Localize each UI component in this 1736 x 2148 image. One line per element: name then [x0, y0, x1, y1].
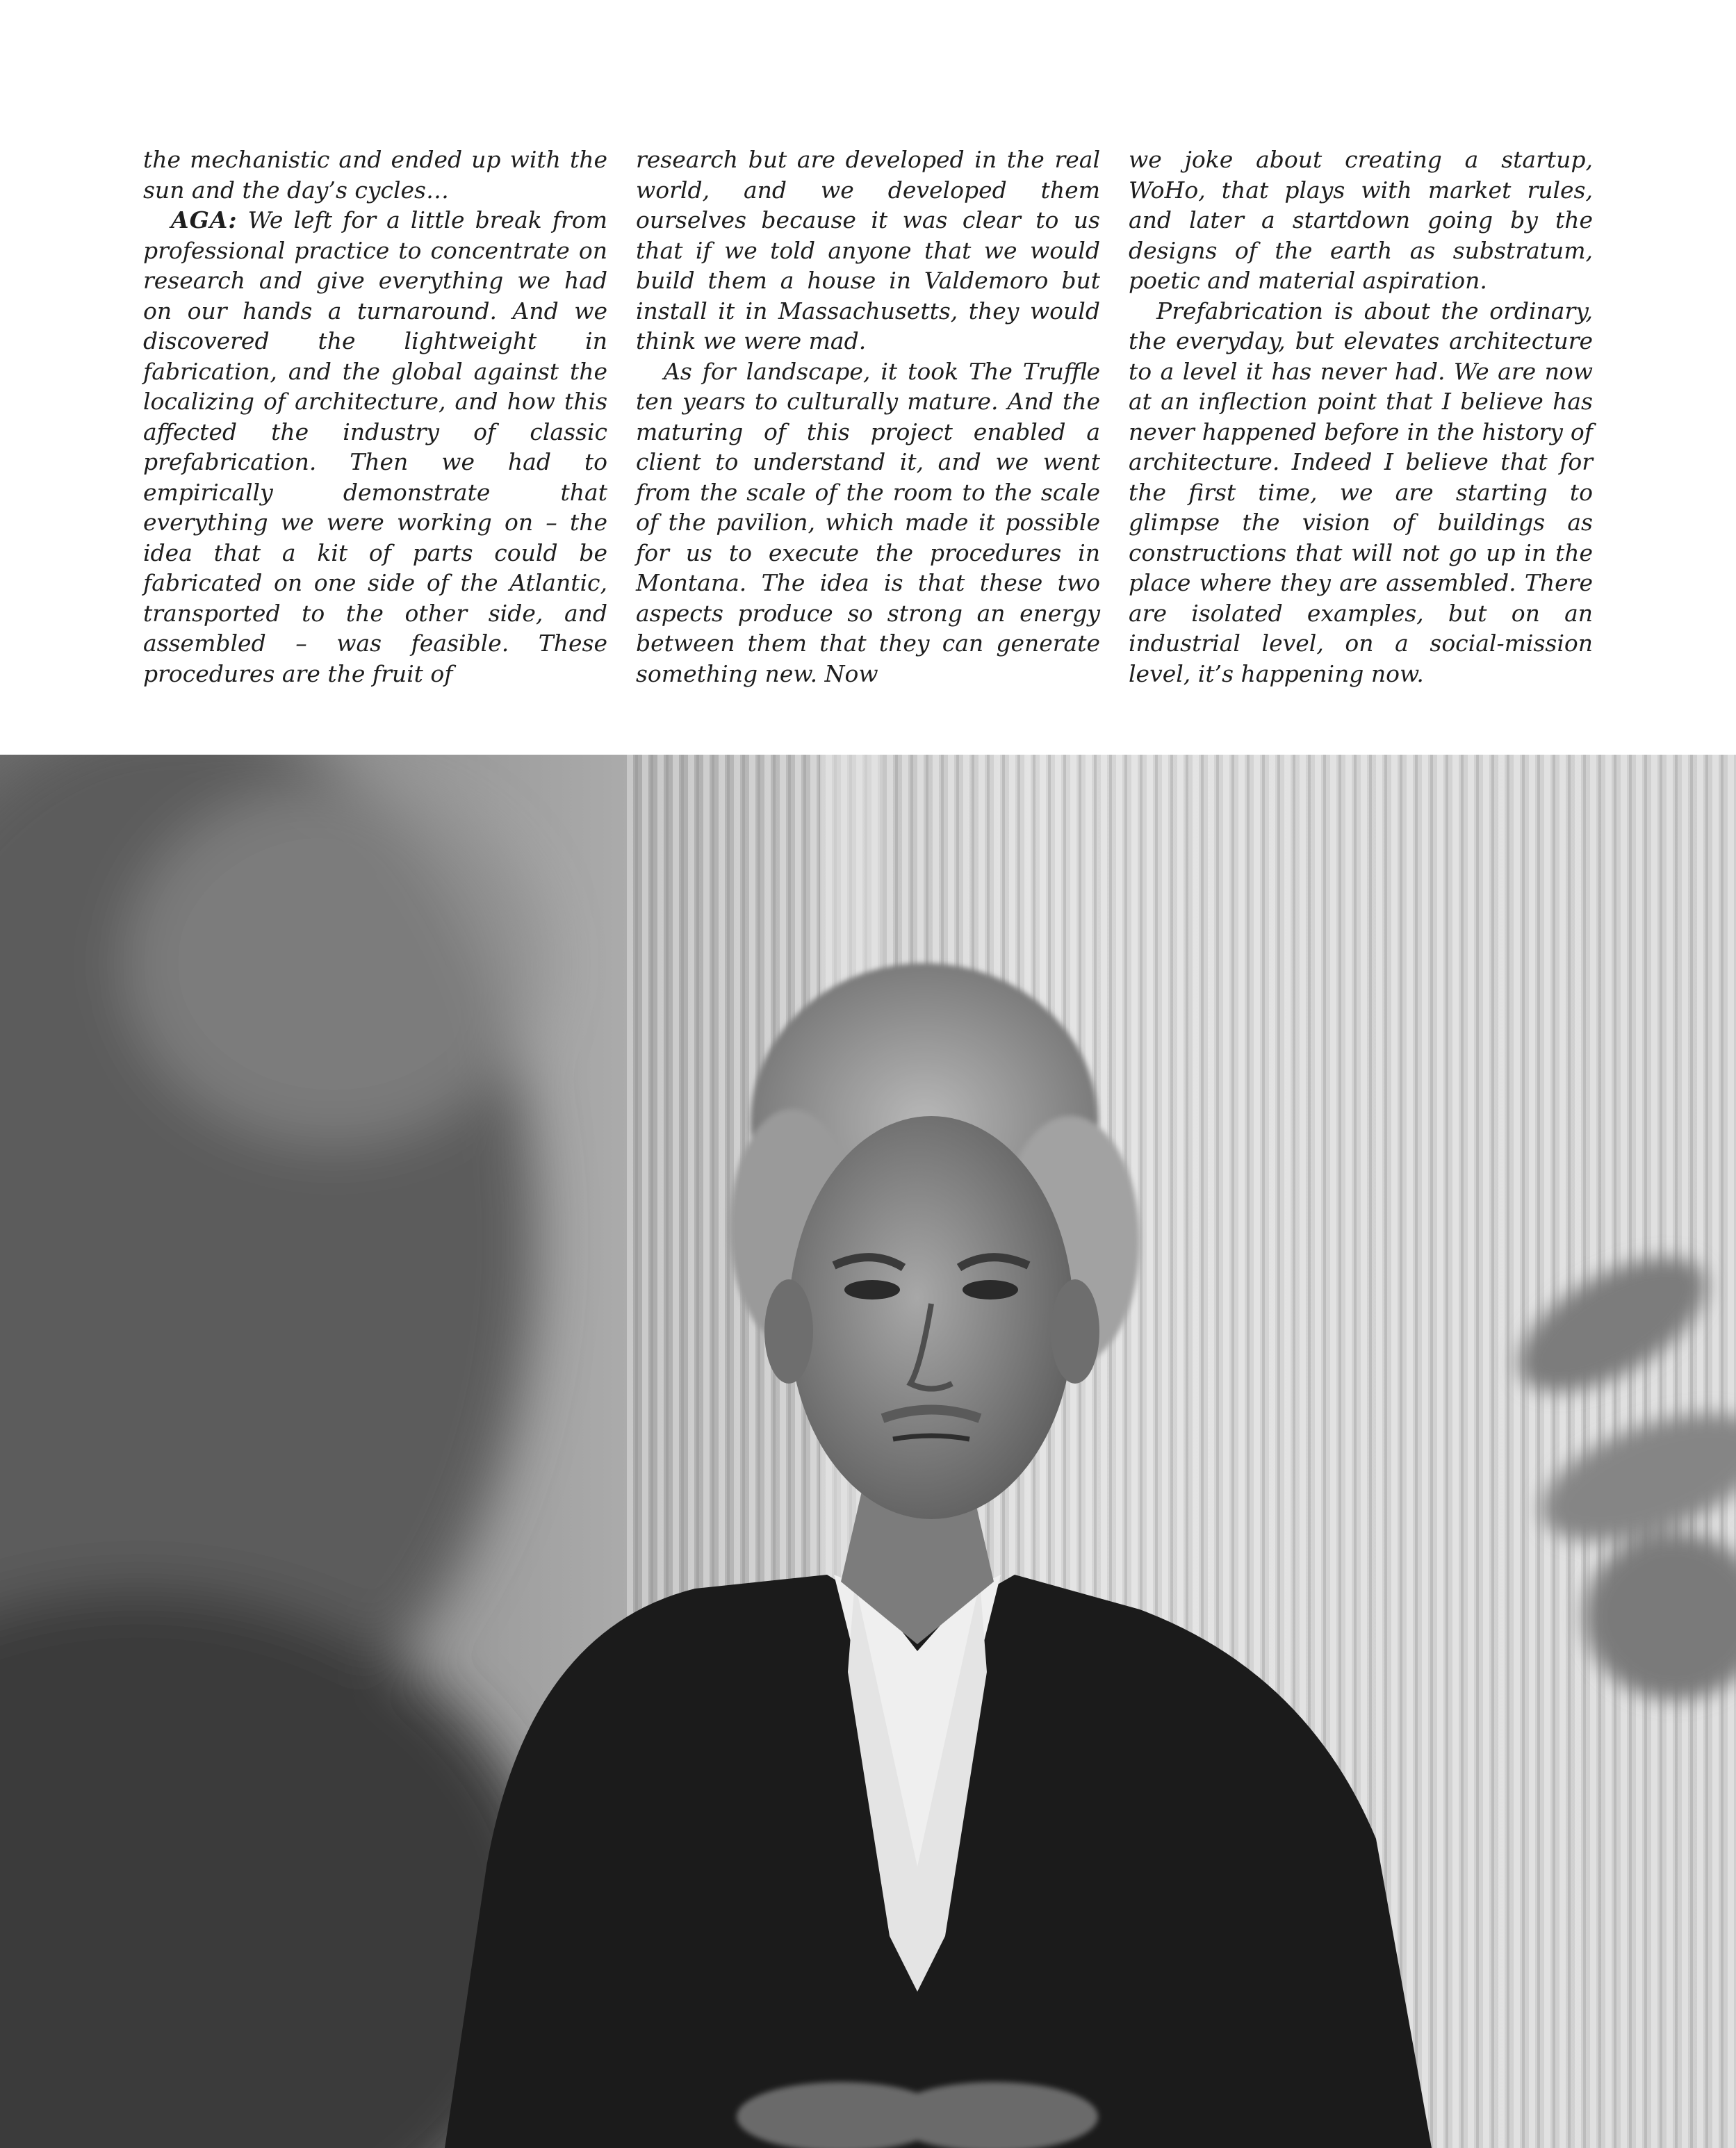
- portrait-photo: [0, 755, 1736, 2148]
- text-column-2: [636, 145, 1100, 687]
- paragraph: we joke about creating a startup, WoHo, that plays with market rules, and later a startdown going by the designs of the earth as substratum, poetic and material aspiration.: [1129, 146, 1593, 294]
- text-column-3: [1129, 145, 1593, 687]
- text-column-1: [143, 145, 607, 687]
- paragraph: the mechanistic and ended up with the sun and the day’s cycles…: [143, 146, 607, 204]
- paragraph: Prefabrication is about the ordinary, the everyday, but elevates architecture to a level it has never had. We are now at an inflection point that I believe has never happened before in the history of architecture. Indeed I believe that for the first time, we are starting to glimpse the vision of buildings as constructions that will not go up in the place where they are assembled. There are isolated examples, but on an industrial level, on a social-mission level, it’s happening now.: [1129, 297, 1593, 687]
- paragraph: As for landscape, it took The Truffle ten years to culturally mature. And the maturing of this project enabled a client to understand it, and we went from the scale of the room to the scale of the pavilion, which made it possible for us to execute the procedures in Montana. The idea is that these two aspects produce so strong an energy between them that they can generate something new. Now: [636, 357, 1100, 687]
- speaker-label: AGA:: [171, 206, 238, 233]
- paragraph: research but are developed in the real world, and we developed them ourselves because it was clear to us that if we told anyone that we would build them a house in Valdemoro but install it in Massachusetts, they would think we were mad.: [636, 146, 1100, 354]
- portrait-photo-illustration: [0, 755, 1736, 2148]
- paragraph: AGA: We left for a little break from professional practice to concentrate on research and give everything we had on our hands a turnaround. And we discovered the lightweight in fabrication, and the global against the localizing of architecture, and how this affected the industry of classic prefabrication. Then we had to empirically demonstrate that everything we were working on – the idea that a kit of parts could be fabricated on one side of the Atlantic, transported to the other side, and assembled – was feasible. These procedures are the fruit of: [143, 206, 607, 687]
- article-text-columns: [143, 145, 1593, 687]
